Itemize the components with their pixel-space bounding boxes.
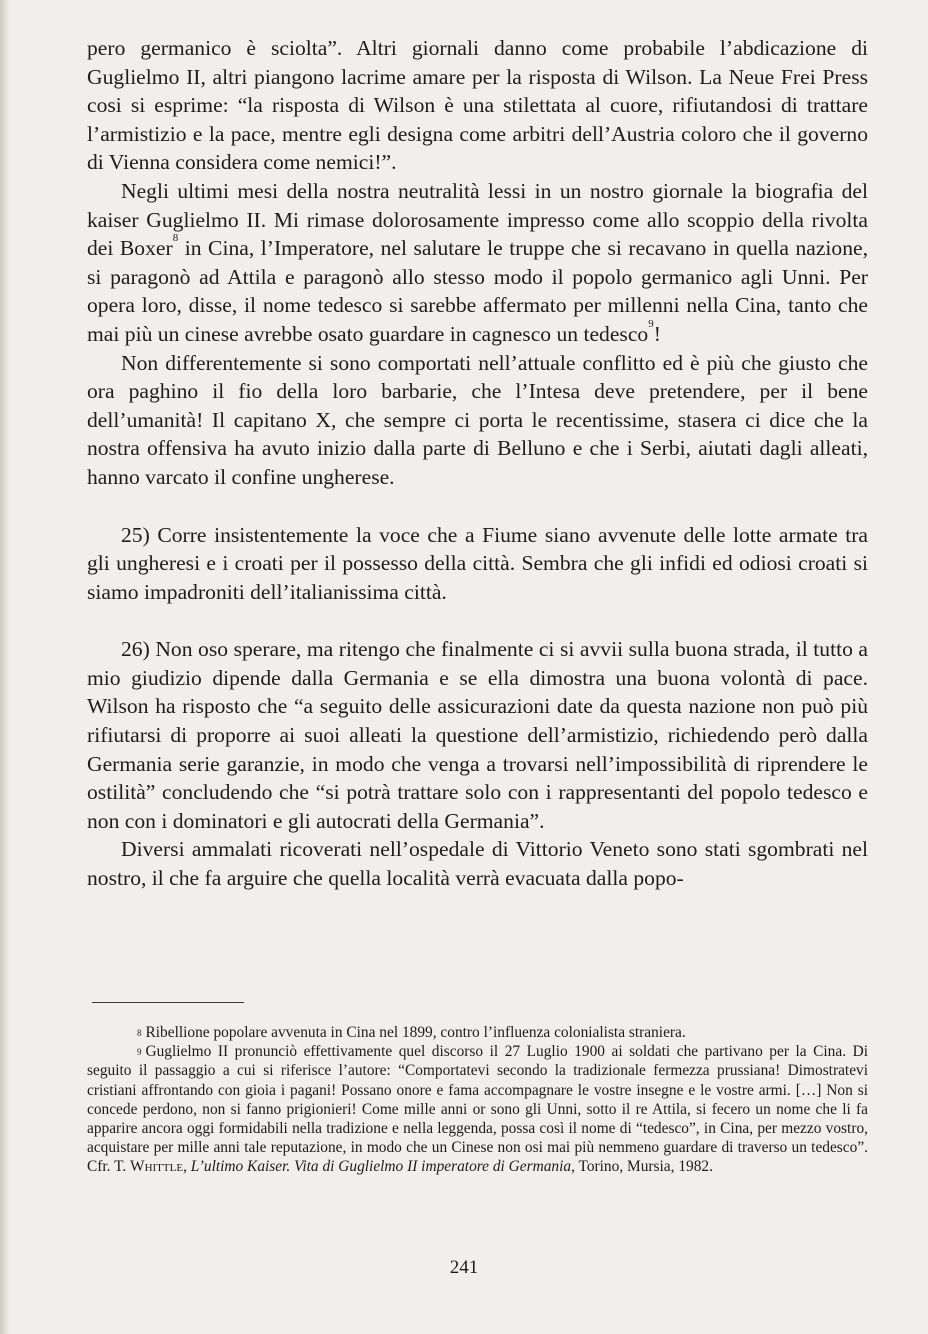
footnote-8: $^8$ Ribellione popolare avvenuta in Cina nel 1899, contro l’influenza colonialista straniera. <box>137 1024 686 1041</box>
paragraph: Negli ultimi mesi della nostra neutralità lessi in un nostro giornale la biografia del kaiser Guglielmo II. Mi rimase dolorosamente impresso come allo scoppio della rivolta dei Boxer$^8$ in Cina, l’Imperatore, nel salutare le truppe che si recavano in quella nazione, si paragonò ad Attila e paragonò allo stesso modo il popolo germanico agli Unni. Per opera loro, disse, il nome tedesco si sarebbe affermato per millenni nella Cina, tanto che mai più un cinese avrebbe osato guardare in cagnesco un tedesco$^9$! <box>87 178 868 346</box>
footnotes <box>87 1023 868 1177</box>
main-text <box>87 34 868 893</box>
page-number: 241 <box>449 1257 479 1278</box>
paragraph: pero germanico è sciolta”. Altri giornali danno come probabile l’abdicazione di Guglielmo II, altri piangono lacrime amare per la risposta di Wilson. La Neue Frei Press cosi si esprime: “la risposta di Wilson è una stilettata al cuore, rifiutandosi di trattare l’armistizio e la pace, mentre egli designa come arbitri dell’Austria coloro che il governo di Vienna considera come nemici!”. <box>87 36 868 175</box>
citation-title: L’ultimo Kaiser. Vita di Guglielmo II imperatore di Germania <box>190 1158 572 1176</box>
footnote-ref-8[interactable]: 8 <box>172 232 179 245</box>
paragraph: Diversi ammalati ricoverati nell’ospedale di Vittorio Veneto sono stati sgombrati nel nostro, il che fa arguire che quella località verrà evacuata dalla popo- <box>87 837 868 891</box>
paragraph: 25) Corre insistentemente la voce che a Fiume siano avvenute delle lotte armate tra gli ungheresi e i croati per il possesso della città. Sembra che gli infidi ed odiosi croati si siamo impadroniti dell’italianissima città. <box>87 522 868 604</box>
paragraph: Non differentemente si sono comportati nell’attuale conflitto ed è più che giusto che ora paghino il fio della loro barbarie, che l’Intesa deve pretendere, per il bene dell’umanità! Il capitano X, che sempre ci porta le recentissime, stasera ci dice che la nostra offensiva ha avuto inizio dalla parte di Belluno e che i Serbi, aiutati dagli alleati, hanno varcato il confine ungherese. <box>87 350 868 489</box>
citation-author: Whittle <box>130 1158 184 1176</box>
footnote-separator <box>92 1002 244 1003</box>
footnote-ref-9[interactable]: 9 <box>648 317 654 330</box>
paragraph: 26) Non oso sperare, ma ritengo che finalmente ci si avvii sulla buona strada, il tutto a mio giudizio dipende dalla Germania e se ella dimostra una buona volontà di pace. Wilson ha risposto che “a seguito delle assicurazioni date da questa nazione non può più rifiutarsi di proporre ai suoi alleati la questione dell’armistizio, richiedendo però dalla Germania serie garanzie, in modo che venga a trovarsi nell’impossibilità di riprendere le ostilità” concludendo che “si potrà trattare solo con i rappresentanti del popolo tedesco e non con i dominatori e gli autocrati della Germania”. <box>87 637 868 833</box>
binding-shadow <box>0 0 10 1334</box>
footnote-9: $^9$ Guglielmo II pronunciò effettivamente quel discorso il 27 Luglio 1900 ai soldati che partivano per la Cina. Di seguito il passaggio a cui si riferisce l’autore: “Comportatevi secondo la tradizionale fermezza prussiana! Dimostratevi cristiani affrontando con gioia i pagani! Possano onore e fama accompagnare le vostre insegne e le vostre armi. […] Non si concede perdono, non si fanno prigionieri! Come mille anni or sono gli Unni, sotto il re Attila, si fecero un nome che li fa apparire ancora oggi formidabili nella tradizione e nella leggenda, possa così il nome di “tedesco”, in Cina, per mezzo vostro, acquistare per mille anni tale reputazione, in modo che un Cinese non osi mai più nemmeno guardare di traverso un tedesco”. Cfr. T. Whittle, L’ultimo Kaiser. Vita di Guglielmo II imperatore di Germania, Torino, Mursia, 1982. <box>87 1043 868 1176</box>
